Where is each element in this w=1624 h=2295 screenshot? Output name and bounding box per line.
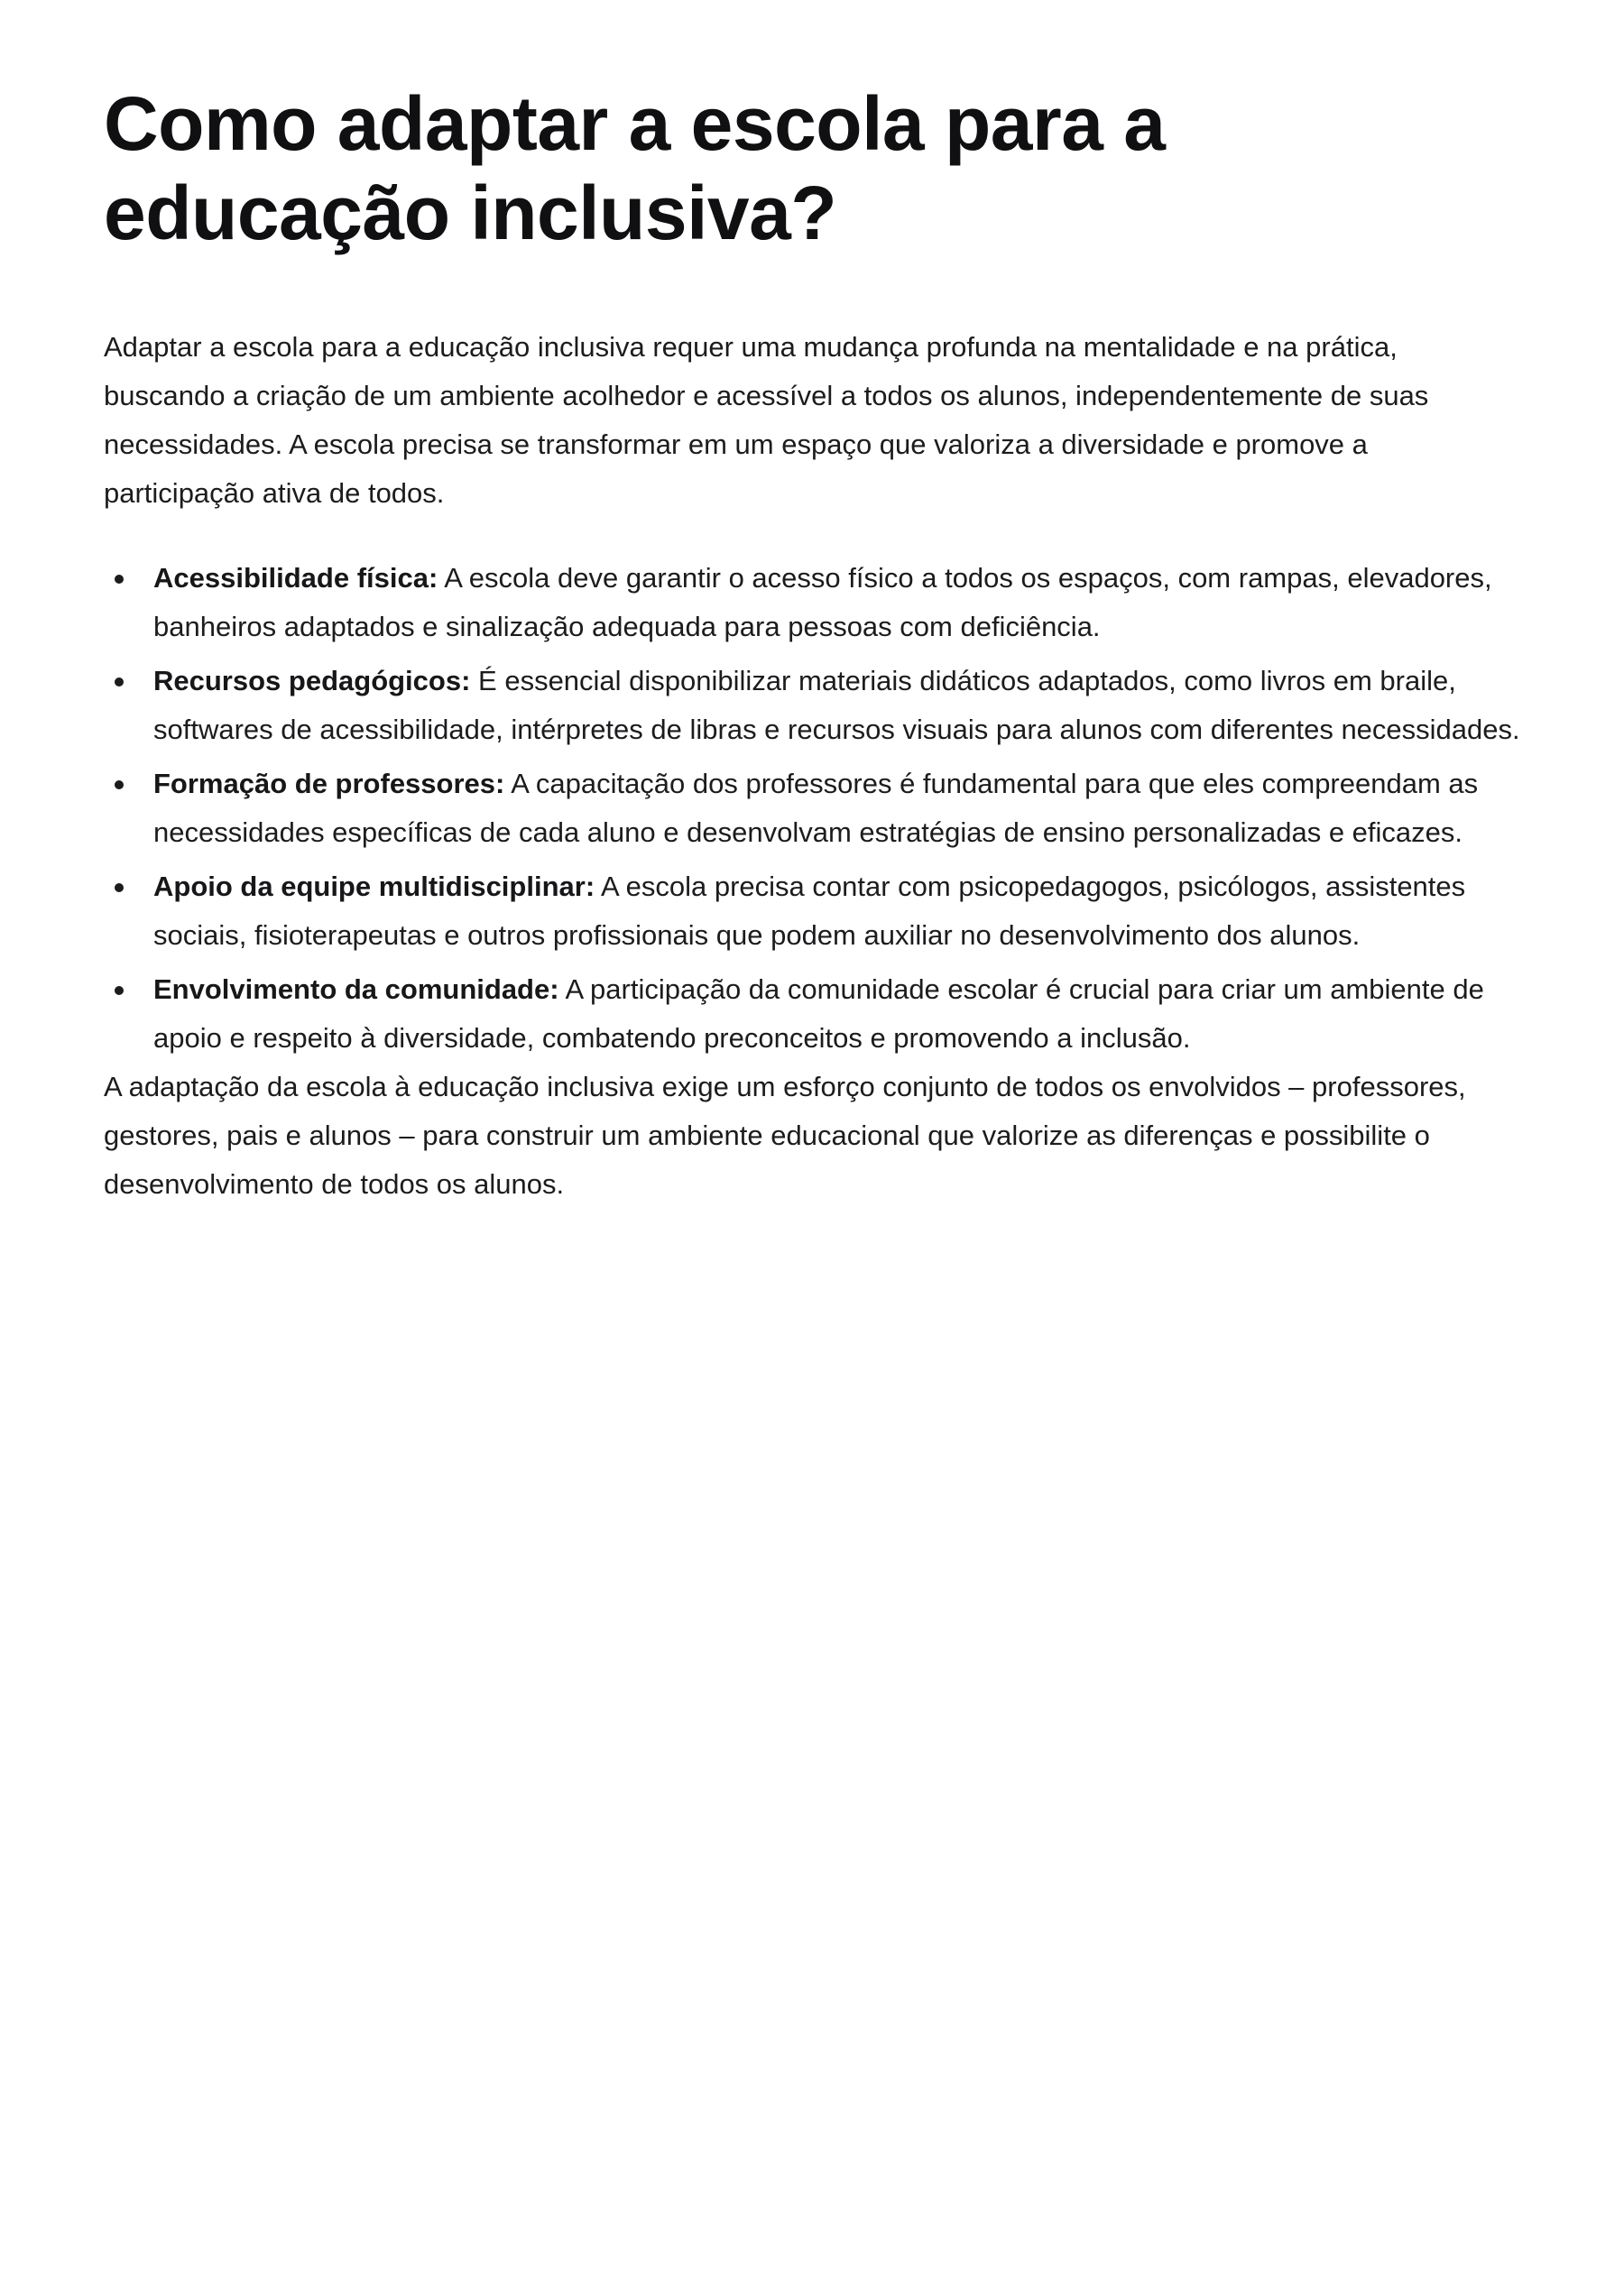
list-item: [104, 965, 1520, 1063]
list-item-label: Recursos pedagógicos:: [153, 665, 471, 696]
closing-paragraph: A adaptação da escola à educação inclusiva exige um esforço conjunto de todos os envolvidos – professores, gestores, pais e alunos – para construir um ambiente educacional que valorize as diferenças e possibilite o desenvolvimento de todos os alunos.: [104, 1071, 1466, 1200]
bullet-dot: [115, 883, 124, 892]
bullet-dot: [115, 986, 124, 995]
bullet-dot: [115, 677, 124, 687]
bullet-dot: [115, 780, 124, 789]
list-item-label: Acessibilidade física:: [153, 562, 438, 594]
list-item-text: A participação da comunidade escolar é crucial para criar um ambiente de apoio e respeito à diversidade, combatendo preconceitos e promovendo a inclusão.: [153, 973, 1484, 1054]
list-item-text: A escola precisa contar com psicopedagogos, psicólogos, assistentes sociais, fisioterapeutas e outros profissionais que podem auxiliar no desenvolvimento dos alunos.: [153, 871, 1466, 951]
bullet-list: [104, 554, 1520, 1063]
intro-paragraph: Adaptar a escola para a educação inclusiva requer uma mudança profunda na mentalidade e na prática, buscando a criação de um ambiente acolhedor e acessível a todos os alunos, independentemente de suas necessidades. A escola precisa se transformar em um espaço que valoriza a diversidade e promove a participação ativa de todos.: [104, 331, 1429, 509]
list-item: [104, 554, 1520, 651]
bullet-dot: [115, 575, 124, 584]
list-item-label: Envolvimento da comunidade:: [153, 973, 559, 1005]
list-item-text: É essencial disponibilizar materiais didáticos adaptados, como livros em braile, softwares de acessibilidade, intérpretes de libras e recursos visuais para alunos com diferentes necessidades.: [153, 665, 1520, 745]
page-title: Como adaptar a escola para a educação inclusiva?: [104, 81, 1166, 255]
list-item-text: A capacitação dos professores é fundamental para que eles compreendam as necessidades específicas de cada aluno e desenvolvam estratégias de ensino personalizadas e eficazes.: [153, 768, 1479, 848]
list-item: [104, 862, 1520, 960]
list-item-label: Apoio da equipe multidisciplinar:: [153, 871, 595, 902]
list-item: [104, 657, 1520, 754]
list-item: [104, 760, 1520, 857]
list-item-label: Formação de professores:: [153, 768, 505, 799]
list-item-text: A escola deve garantir o acesso físico a todos os espaços, com rampas, elevadores, banheiros adaptados e sinalização adequada para pessoas com deficiência.: [153, 562, 1492, 642]
